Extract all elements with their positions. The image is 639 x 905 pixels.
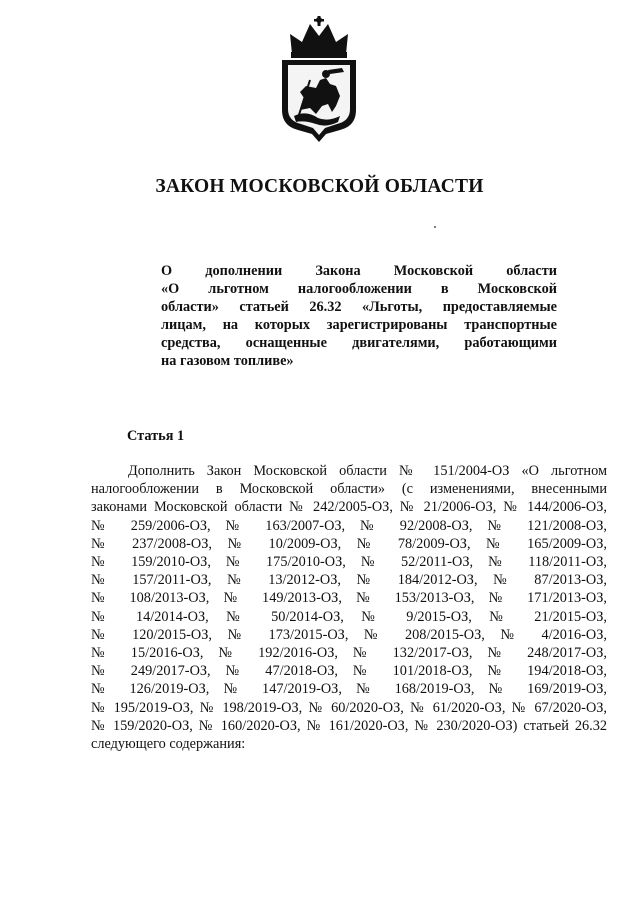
body-line: № 14/2014-ОЗ, № 50/2014-ОЗ, № 9/2015-ОЗ, № 21/2015-ОЗ,	[91, 608, 607, 625]
subtitle-line: области» статьей 26.32 «Льготы, предоставляемые	[161, 299, 557, 315]
body-line: налогообложении в Московской области» (с изменениями, внесенными	[91, 481, 607, 498]
document-title: ЗАКОН МОСКОВСКОЙ ОБЛАСТИ	[155, 176, 484, 197]
article-heading: Статья 1	[127, 428, 185, 444]
body-line: № 159/2010-ОЗ, № 175/2010-ОЗ, № 52/2011-ОЗ, № 118/2011-ОЗ,	[91, 554, 607, 571]
body-line: законами Московской области № 242/2005-ОЗ, № 21/2006-ОЗ, № 144/2006-ОЗ,	[91, 499, 607, 516]
scan-speck	[434, 226, 436, 228]
body-line: № 120/2015-ОЗ, № 173/2015-ОЗ, № 208/2015-ОЗ, № 4/2016-ОЗ,	[91, 626, 607, 643]
body-line: № 126/2019-ОЗ, № 147/2019-ОЗ, № 168/2019-ОЗ, № 169/2019-ОЗ,	[91, 681, 607, 698]
subtitle-line: лицам, на которых зарегистрированы транспортные	[161, 317, 557, 333]
article-body	[91, 462, 607, 753]
body-line: № 259/2006-ОЗ, № 163/2007-ОЗ, № 92/2008-ОЗ, № 121/2008-ОЗ,	[91, 517, 607, 534]
body-line: Дополнить Закон Московской области № 151/2004-ОЗ «О льготном	[128, 463, 607, 479]
subtitle-line: на газовом топливе»	[161, 353, 294, 369]
body-line: № 195/2019-ОЗ, № 198/2019-ОЗ, № 60/2020-ОЗ, № 61/2020-ОЗ, № 67/2020-ОЗ,	[91, 699, 607, 716]
law-subtitle	[161, 262, 557, 370]
body-line: № 237/2008-ОЗ, № 10/2009-ОЗ, № 78/2009-ОЗ, № 165/2009-ОЗ,	[91, 535, 607, 552]
body-line: № 249/2017-ОЗ, № 47/2018-ОЗ, № 101/2018-ОЗ, № 194/2018-ОЗ,	[91, 663, 607, 680]
subtitle-line: «О льготном налогообложении в Московской	[161, 281, 557, 297]
body-line: следующего содержания:	[91, 736, 246, 753]
body-line: № 157/2011-ОЗ, № 13/2012-ОЗ, № 184/2012-ОЗ, № 87/2013-ОЗ,	[91, 572, 607, 589]
moscow-oblast-coat-of-arms-icon	[270, 14, 368, 144]
body-line: № 159/2020-ОЗ, № 160/2020-ОЗ, № 161/2020-ОЗ, № 230/2020-ОЗ) статьей 26.32	[91, 717, 607, 734]
body-line: № 108/2013-ОЗ, № 149/2013-ОЗ, № 153/2013-ОЗ, № 171/2013-ОЗ,	[91, 590, 607, 607]
body-line: № 15/2016-ОЗ, № 192/2016-ОЗ, № 132/2017-ОЗ, № 248/2017-ОЗ,	[91, 645, 607, 662]
subtitle-line: средства, оснащенные двигателями, работающими	[161, 335, 557, 351]
subtitle-line: О дополнении Закона Московской области	[161, 263, 557, 279]
